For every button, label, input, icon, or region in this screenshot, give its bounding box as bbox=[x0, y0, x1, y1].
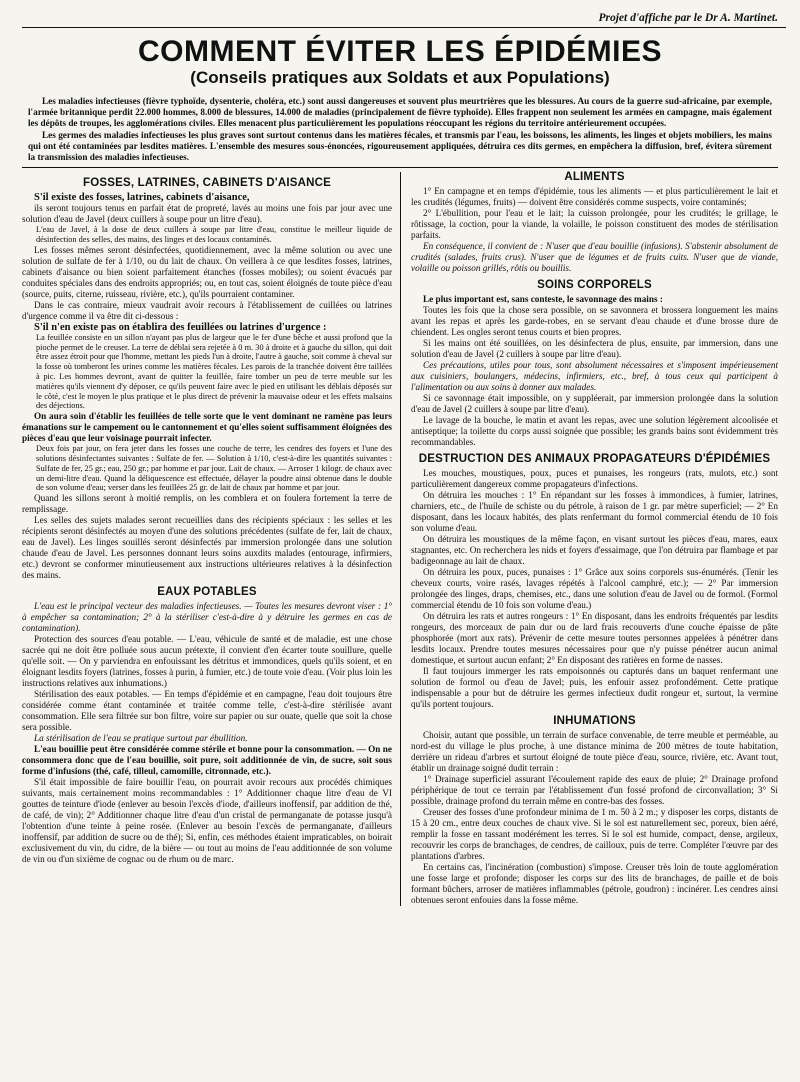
fosses-note bbox=[22, 225, 392, 245]
page-subtitle: (Conseils pratiques aux Soldats et aux Populations) bbox=[190, 68, 610, 87]
eaux-paragraph: L'eau bouillie peut être considérée comme stérile et bonne pour la consommation. — On ne consommera donc que de l'eau bouillie, soit pure, soit additionnée de vin, de sucre, soit sous forme d'infusions (thé, café, tilleul, camomille, citronnade, etc.). bbox=[22, 744, 392, 777]
eaux-paragraph: S'il était impossible de faire bouillir l'eau, on pourrait avoir recours aux procédés chimiques suivants, mais certainement moins recommandables : 1° Additionner chaque litre d'eau de VI gouttes de teinture d'iode (enlever au besoin l'excès d'iode, d'ailleurs inoffensif, par addition de thé, de café, de vin); 2° Additionner chaque litre d'eau d'un cristal de permanganate de potasse jusqu'à l'obtention d'une teinte à peine rosée. (Enlever au besoin l'excès de permanganate, d'ailleurs inoffensif, par addition de sucre ou de thé); Si, enfin, ces méthodes étaient impraticables, on boirait exclusivement du vin, du cidre, de la bière — ou tout au moins de l'eau additionnée de son volume de vin ou d'un sixième de cognac ou de rhum ou de marc. bbox=[22, 777, 392, 865]
two-column-body bbox=[22, 172, 778, 906]
eaux-paragraph: Stérilisation des eaux potables. — En temps d'épidémie et en campagne, l'eau doit toujours être considérée comme étant contaminée et traitée comme telle, c'est-à-dire stérilisée avant consommation. Elle sera filtrée sur bon filtre, voire sur papier ou sur ouate, quelle que soit la chose sera possible. bbox=[22, 689, 392, 733]
header-note: Projet d'affiche par le Dr A. Martinet. bbox=[22, 8, 786, 28]
soins-paragraph: Ces précautions, utiles pour tous, sont absolument nécessaires et s'imposent impérieusement aux cuisiniers, boulangers, médecins, infirmiers, etc., bref, à tous ceux qui participent à l'alimentation ou aux soins à donner aux malades. bbox=[411, 360, 778, 393]
eaux-paragraph: L'eau est le principal vecteur des maladies infectieuses. — Toutes les mesures devront viser : 1° à empêcher sa contamination; 2° à la stériliser c'est-à-dire à y détruire les germes en cas de contamination). bbox=[22, 601, 392, 634]
feuillee-note-text: La feuillée consiste en un sillon n'ayant pas plus de largeur que le fer d'une bêche et aussi profond que la pioche permet de le creuser. La terre de déblai sera rejetée à 0 m. 30 à droite et à gauche du sillon, qui doit être assez étroit pour que l'homme, mettant les pieds l'un à droite, l'autre à gauche, soit comme à cheval sur la fosse où tomberont les urines comme les matières fécales. Les parois de la tranchée doivent être taillées à pic. Les hommes devront, avant de quitter la feuillée, faire tomber un peu de terre meuble sur les matières qu'ils viennent d'y déposer, ce qu'ils peuvent faire avec le pied en utilisant les déblais déposés sur le côté, c'est le moyen le plus pratique et le plus direct de prévenir la mauvaise odeur et les effets malsains des déjections. bbox=[36, 332, 392, 411]
fosses-paragraph: Les fosses mêmes seront désinfectées, quotidiennement, avec la même solution ou avec une solution de sulfate de fer à 1/10, ou du lait de chaux. On veillera à ce que lesdites fosses, latrines, cabinets d'aisance ou bien soient parfaitement étanches (fosses mobiles); ou soient évacués par conduites spéciales dans des endroits appropriés; ou, en tout cas, soient éloignés de toute pièce d'eau (source, puits, citerne, ruisseau, rivière, etc.), qu'ils pourraient contaminer. bbox=[22, 244, 392, 299]
inhumations-paragraph: Choisir, autant que possible, un terrain de surface convenable, de terre meuble et perméable, au nord-est du village le plus proche, à une distance minima de 200 mètres de toute habitation, derrière un rideau d'arbres et surtout éloigné de toute pièce d'eau, source, rivière, etc. Avant tout, établir un drainage soigné dudit terrain : bbox=[411, 730, 778, 774]
section-title-animaux: DESTRUCTION DES ANIMAUX PROPAGATEURS D'ÉPIDÉMIES bbox=[418, 453, 771, 466]
fosses-lead-2: S'il n'en existe pas on établira des feuillées ou latrines d'urgence : bbox=[34, 321, 327, 333]
intro-paragraph: Les maladies infectieuses (fièvre typhoïde, dysenterie, choléra, etc.) sont aussi dangereuses et souvent plus meurtrières que les blessures. Au cours de la guerre sud-africaine, par exemple, l'armée britannique perdit 22.000 hommes, 8.000 de blessures, 14.000 de maladies (principalement de fièvre typhoïde). Elles frappent non seulement les armées en campagne, mais également les dépôts de troupes, les agglomérations civiles. Elles menacent plus particulièrement les populations réoccupant les régions du territoire antérieurement occupées. bbox=[28, 96, 772, 129]
solutions-note-text: Deux fois par jour, on fera jeter dans les fosses une couche de terre, les cendres des foyers et l'une des solutions désinfectantes suivantes : Sulfate de fer. — Solution à 1/10, c'est-à-dire les quantités suivantes : Sulfate de fer, 25 gr.; eau, 250 gr.; par homme et par jour. Lait de chaux. — Arroser 1 kilogr. de chaux avec un demi-litre d'eau. Quand la déliquescence est effectuée, délayer la poudre ainsi obtenue dans le double de son volume d'eau; verser dans les feuillées 25 gr. de lait de chaux par homme et par jour. bbox=[36, 444, 392, 493]
inhumations-paragraph: 1° Drainage superficiel assurant l'écoulement rapide des eaux de pluie; 2° Drainage profond périphérique de tout ce terrain par l'établissement d'un fossé profond de circonvallation; 3° Si possible, drainage profond du terrain même en contre-bas des fosses. bbox=[411, 774, 778, 807]
intro-paragraph: Les germes des maladies infectieuses les plus graves sont surtout contenus dans les matières fécales, et transmis par l'eau, les boissons, les aliments, les linges et objets mobiliers, les mains qui ont été contaminées par lesdites matières. L'ensemble des mesures sous-énoncées, rigoureusement appliquées, détruira ces dits germes, en empêchera la diffusion, bref, évitera sûrement la transmission des maladies infectieuses. bbox=[28, 129, 772, 163]
section-title-fosses: FOSSES, LATRINES, CABINETS D'AISANCE bbox=[82, 177, 332, 190]
section-title-aliments: ALIMENTS bbox=[564, 171, 625, 184]
animaux-paragraph: On détruira les moustiques de la même façon, en visant surtout les pièces d'eau, mares, eaux stagnantes, etc. On recherchera les nids et foyers d'essaimage, que l'on détruira par flambage et par badigeonnage au lait de chaux. bbox=[411, 534, 778, 567]
page-title: COMMENT ÉVITER LES ÉPIDÉMIES bbox=[137, 35, 663, 68]
soins-paragraph: Le lavage de la bouche, le matin et avant les repas, avec une solution légèrement alcoolisée et antiseptique; la toilette du corps aussi soignée que possible; les grands bains sont évidemment très recommandables. bbox=[411, 415, 778, 448]
section-title-eaux: EAUX POTABLES bbox=[157, 586, 257, 599]
animaux-paragraph: Les mouches, moustiques, poux, puces et punaises, les rongeurs (rats, mulots, etc.) sont particulièrement dangereux comme propagateurs d'infections. bbox=[411, 468, 778, 490]
right-column bbox=[401, 172, 778, 906]
soins-paragraph: Si les mains ont été souillées, on les désinfectera de plus, ensuite, par immersion, dans une solution d'eau de Javel (2 cuillers à soupe par litre d'eau). bbox=[411, 338, 778, 360]
aliments-paragraph: 2° L'ébullition, pour l'eau et le lait; la cuisson prolongée, pour les crudités; le grillage, le rôtissage, la coction, pour la viande, la volaille, le poisson constituent des modes de stérilisation parfaits. bbox=[411, 208, 778, 241]
fosses-paragraph: On aura soin d'établir les feuillées de telle sorte que le vent dominant ne ramène pas leurs émanations sur le campement ou le cantonnement et qu'elles soient suffisamment éloignées des pièces d'eau que leur voisinage pourrait infecter. bbox=[22, 411, 392, 444]
fosses-paragraph: ils seront toujours tenus en parfait état de propreté, lavés au moins une fois par jour avec une solution d'eau de Javel (deux cuillers à soupe pour un litre d'eau). bbox=[22, 203, 392, 225]
soins-paragraph: Si ce savonnage était impossible, on y suppléerait, par immersion prolongée dans la solution d'eau de Javel (2 cuillers à soupe par litre d'eau). bbox=[411, 393, 778, 415]
divider bbox=[22, 167, 778, 168]
fosses-lead: S'il existe des fosses, latrines, cabinets d'aisance, bbox=[34, 192, 250, 204]
left-column bbox=[22, 172, 401, 906]
eaux-paragraph: Protection des sources d'eau potable. — L'eau, véhicule de santé et de maladie, est une chose sacrée qui ne doit être polluée sous aucun prétexte, il convient d'en écarter toute souillure, quelle qu'elle soit. — On y parviendra en enfouissant les détritus et immondices, quels qu'ils soient, et en éloignant lesdits foyers (latrines, fosses à purin, à fumier, etc.) de toute voie d'eau. (Voir plus loin les instructions relatives aux inhumations.) bbox=[22, 634, 392, 689]
solutions-note bbox=[22, 444, 392, 493]
animaux-paragraph: Il faut toujours immerger les rats empoisonnés ou capturés dans un baquet renfermant une solution de formol ou d'eau de Javel; puis, les enfouir assez profondément. Cette pratique indispensable a pour but de détruire les germes infectieux dudit rongeur et, surtout, la vermine qu'ils portent toujours. bbox=[411, 666, 778, 710]
animaux-paragraph: On détruira les rats et autres rongeurs : 1° En disposant, dans les endroits fréquentés par lesdits rongeurs, des morceaux de pain dur ou de lard frais recouverts d'une couche épaisse de pâte phosphorée (mort aux rats). Prévenir de cette mesure toutes personnes appelées à pénétrer dans lesdits locaux. Prendre toutes mesures nécessaires pour que n'y puisse pénétrer aucun animal domestique, et surtout aucun enfant; 2° En disposant des ratières en forme de nasses. bbox=[411, 611, 778, 666]
inhumations-paragraph: Creuser des fosses d'une profondeur minima de 1 m. 50 à 2 m.; y disposer les corps, distants de 15 à 20 cm., entre deux couches de chaux vive. Si le sol est naturellement sec, poreux, bien aéré, remplir la fosse en tassant modérément les terres. Si le sol est humide, compact, dense, argileux, recouvrir les corps de branchages, de cendres, de cailloux, puis de terre. Compléter l'œuvre par des plantations d'arbres. bbox=[411, 807, 778, 862]
section-title-inhumations: INHUMATIONS bbox=[553, 715, 636, 728]
fosses-paragraph: Quand les sillons seront à moitié remplis, on les comblera et on foulera fortement la terre de remplissage. bbox=[22, 493, 392, 515]
soins-paragraph: Toutes les fois que la chose sera possible, on se savonnera et brossera longuement les mains avant les repas et après les garde-robes, en se servant d'eau chaude et d'une brosse dure de chiendent. Les ongles seront tenus courts et bien propres. bbox=[411, 305, 778, 338]
fosses-paragraph: Dans le cas contraire, mieux vaudrait avoir recours à l'établissement de cuillées ou latrines d'urgence comme il va être dit ci-dessous : bbox=[22, 299, 392, 321]
feuillee-note bbox=[22, 333, 392, 411]
section-title-soins: SOINS CORPORELS bbox=[537, 279, 652, 292]
intro-section bbox=[28, 96, 772, 163]
fosses-note-text: L'eau de Javel, à la dose de deux cuillers à soupe par litre d'eau, constitue le meilleur liquide de désinfection des selles, des mains, des linges et des locaux contaminés. bbox=[36, 225, 392, 245]
aliments-paragraph: En conséquence, il convient de : N'user que d'eau bouillie (infusions). S'abstenir absolument de crudités (salades, fruits crus). N'user que de légumes et de fruits cuits. N'user que de viande, volaille ou poisson grillés, rôtis ou bouillis. bbox=[411, 241, 778, 274]
inhumations-paragraph: En certains cas, l'incinération (combustion) s'impose. Creuser très loin de toute agglomération une fosse large et profonde; disposer les corps sur des lits de branchages, de paille et de bois formant bûchers, arroser de matières inflammables (pétrole, goudron) : incinérer. Les cendres ainsi obtenues seront enfouies dans la fosse même. bbox=[411, 862, 778, 906]
aliments-paragraph: 1° En campagne et en temps d'épidémie, tous les aliments — et plus particulièrement le lait et les crudités (légumes, fruits) — doivent être considérés comme suspects, voire contaminés; bbox=[411, 186, 778, 208]
fosses-paragraph: Les selles des sujets malades seront recueillies dans des récipients spéciaux : les selles et les récipients seront désinfectés au moyen d'une des solutions précédentes (sulfate de fer, lait de chaux, eau de Javel). Les linges souillés seront désinfectés par immersion prolongée dans une solution chaude d'eau de Javel. Les personnes donnant leurs soins auxdits malades (entourage, infirmiers, etc.) devront se conformer minutieusement aux instructions ultérieures relatives à la désinfection des mains. bbox=[22, 515, 392, 581]
soins-lead: Le plus important est, sans conteste, le savonnage des mains : bbox=[423, 294, 663, 305]
eaux-paragraph: La stérilisation de l'eau se pratique surtout par ébullition. bbox=[34, 733, 248, 744]
animaux-paragraph: On détruira les poux, puces, punaises : 1° Grâce aux soins corporels sus-énumérés. (Tenir les cheveux courts, voire rasés, lavages répétés à l'alcool camphré, etc.); — 2° Par immersion prolongée des linges, draps, chemises, etc., dans une solution d'eau de Javel ou de formol. (Formol commercial étendu de 10 fois son volume d'eau.) bbox=[411, 567, 778, 611]
animaux-paragraph: On détruira les mouches : 1° En répandant sur les fosses à immondices, à fumier, latrines, charniers, etc., de l'huile de schiste ou du pétrole, à raison de 1 gr. par mètre superficiel; — 2° En disposant, dans les locaux habités, des plats renfermant du formol commercial étendu de 10 fois son volume d'eau. bbox=[411, 490, 778, 534]
